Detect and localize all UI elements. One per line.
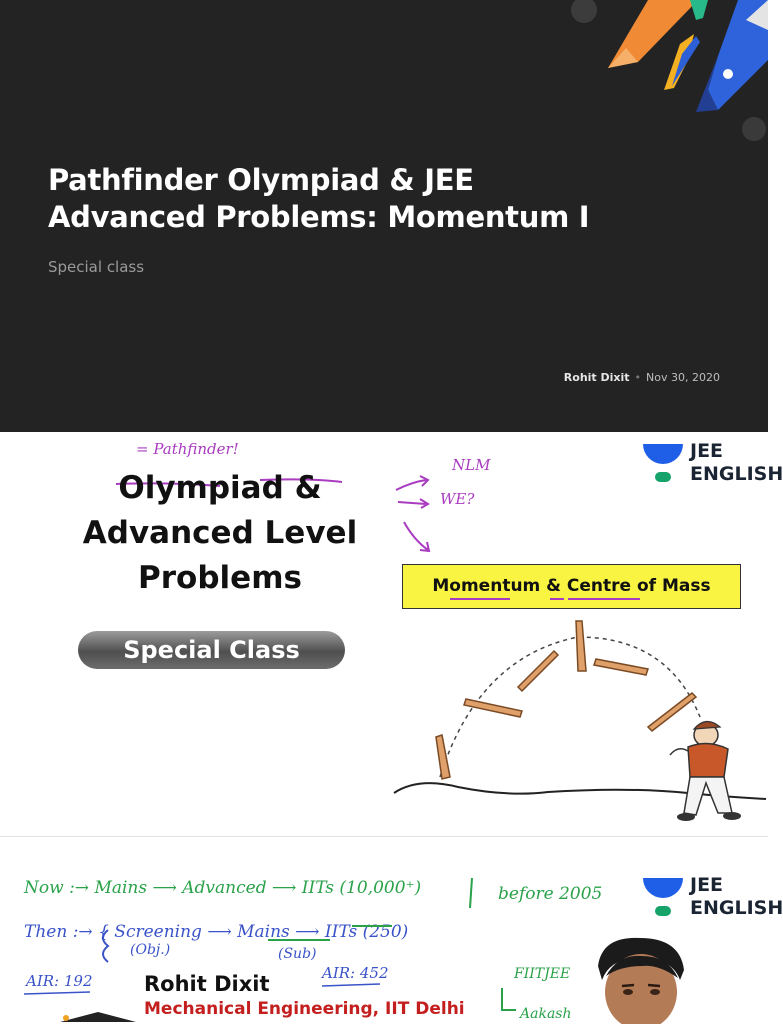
handwritten-note-obj: (Obj.)	[130, 942, 171, 958]
handwritten-note-then: Then :→ { Screening ⟶ Mains ⟶ IITs (250)	[24, 922, 409, 942]
handwritten-note-air-192: AIR: 192	[26, 972, 93, 990]
cover-slide	[0, 0, 768, 432]
heading-line-1: Olympiad &	[118, 470, 322, 506]
cover-title	[48, 162, 608, 236]
handwritten-note-now: Now :→ Mains ⟶ Advanced ⟶ IITs (10,000⁺)	[24, 878, 422, 898]
handwritten-note-pathfinder: = Pathfinder!	[136, 440, 239, 458]
jee-english-brand-2	[642, 874, 783, 924]
presenter-portrait	[588, 936, 692, 1024]
meta-separator: •	[634, 371, 642, 384]
slide-presenter	[0, 860, 783, 1024]
brand-line-2: ENGLISH	[690, 897, 783, 919]
special-class-badge: Special Class	[78, 631, 345, 669]
jee-english-brand	[642, 440, 783, 490]
slide-topic	[0, 432, 783, 837]
topic-box: Momentum & Centre of Mass	[402, 564, 741, 609]
slide-heading	[40, 466, 400, 601]
cover-subtitle: Special class	[48, 258, 145, 276]
baseball-bat-trajectory-illustration	[388, 617, 768, 837]
handwritten-arrows	[392, 472, 442, 556]
jee-english-logo-icon	[642, 442, 684, 486]
brand-line-1: JEE	[690, 440, 724, 462]
handwritten-note-air-452: AIR: 452	[322, 964, 389, 982]
cover-meta	[564, 371, 720, 384]
brand-text	[690, 440, 783, 486]
presenter-department: Mechanical Engineering, IIT Delhi	[144, 999, 465, 1019]
publish-date: Nov 30, 2020	[646, 371, 720, 384]
author-name: Rohit Dixit	[563, 371, 630, 384]
pen-nib-decoration-icon	[568, 0, 768, 130]
jee-english-logo-icon	[642, 876, 684, 920]
heading-line-3: Problems	[138, 560, 302, 596]
cover-title-line-2: Advanced Problems: Momentum I	[48, 200, 590, 234]
heading-line-2: Advanced Level	[82, 515, 358, 551]
handwritten-note-fiitjee: FIITJEE	[514, 966, 571, 982]
topic-underline-scribble	[440, 594, 720, 604]
brand-text-2	[690, 874, 783, 920]
brand-line-1: JEE	[690, 874, 724, 896]
handwritten-note-before: before 2005	[498, 884, 603, 904]
batter-figure	[670, 721, 741, 821]
handwritten-note-sub: (Sub)	[278, 946, 317, 962]
presenter-name: Rohit Dixit	[144, 972, 270, 996]
cover-title-line-1: Pathfinder Olympiad & JEE	[48, 163, 474, 197]
graduation-cap-icon	[58, 1010, 138, 1024]
handwritten-note-nlm: NLM	[452, 456, 491, 474]
handwritten-note-we: WE?	[440, 490, 475, 508]
brand-line-2: ENGLISH	[690, 463, 783, 485]
handwritten-note-aakash: Aakash	[520, 1006, 572, 1022]
